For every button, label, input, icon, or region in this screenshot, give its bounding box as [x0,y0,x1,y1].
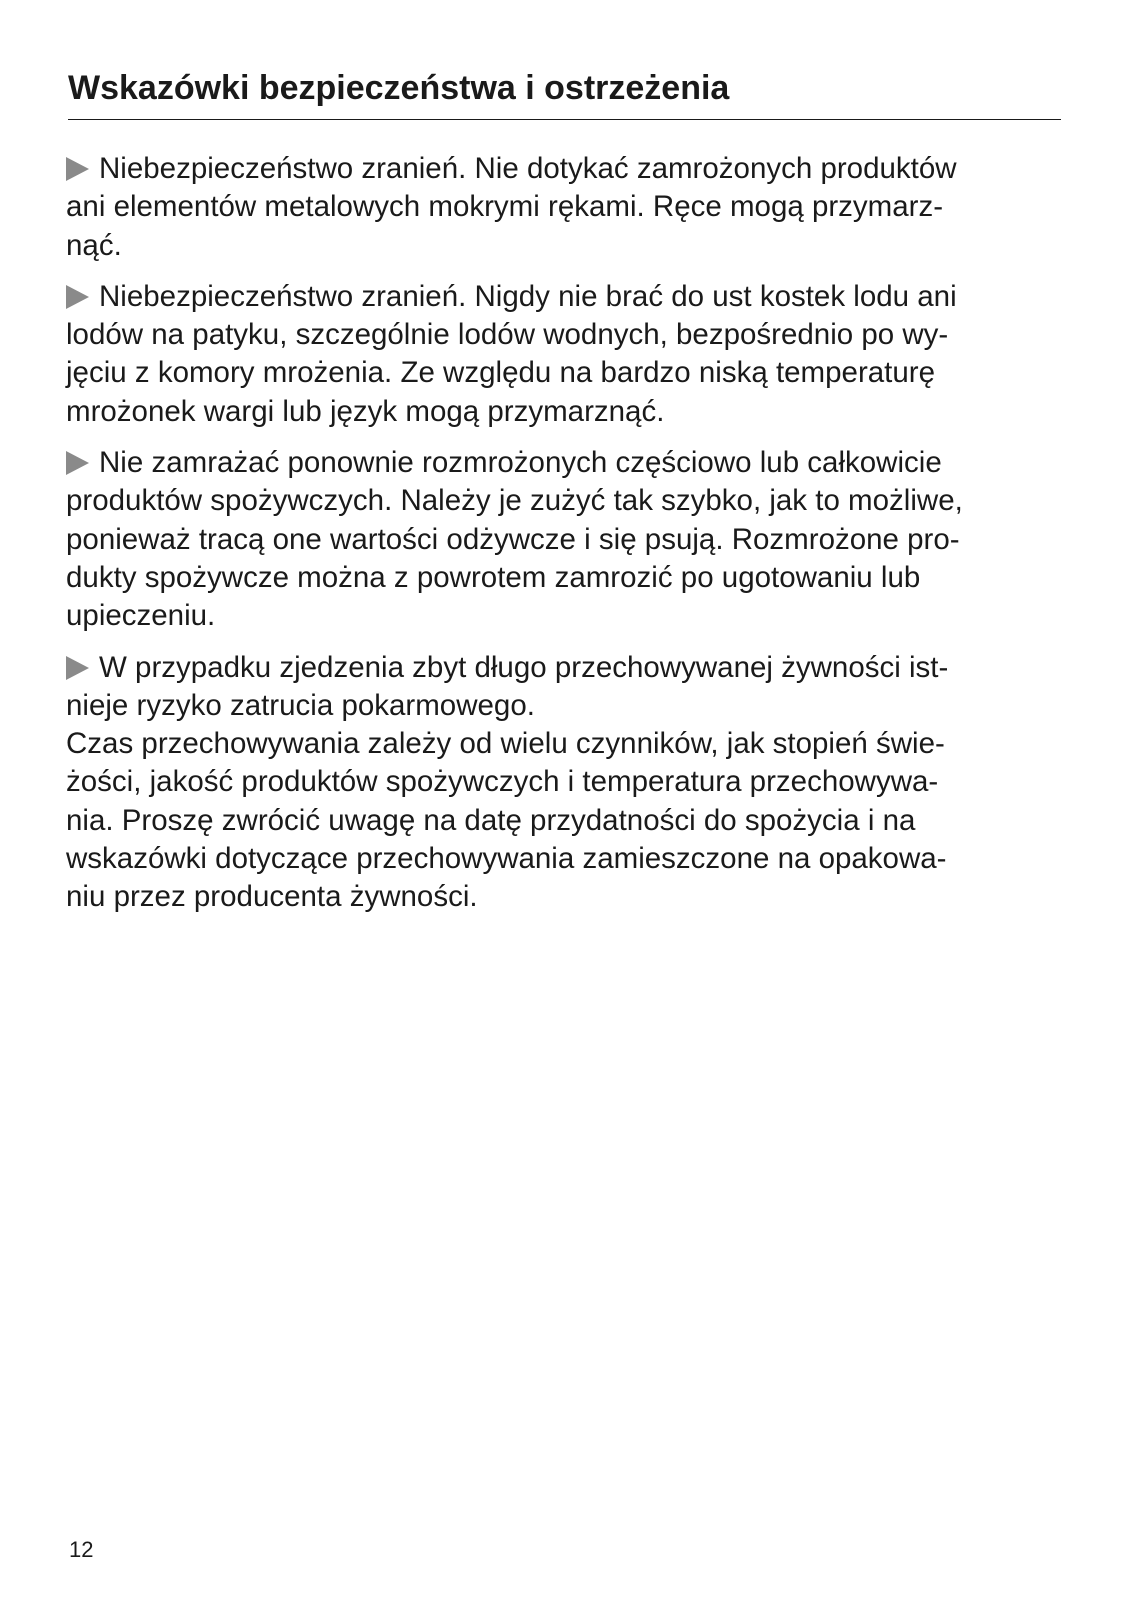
section-header [68,66,1061,120]
text-line: mrożonek wargi lub język mogą przymarznąć. [66,394,665,428]
text-line [66,649,1062,687]
text-line: dukty spożywcze można z powrotem zamrozić po ugotowaniu lub [66,560,921,594]
text-line-content: Nie zamrażać ponownie rozmrożonych częściowo lub całkowicie [99,446,942,480]
text-line-content: W przypadku zjedzenia zbyt długo przechowywanej żywności ist- [99,650,949,684]
text-line: jęciu z komory mrożenia. Ze względu na bardzo niską temperaturę [66,356,936,390]
text-line-content: Niebezpieczeństwo zranień. Nigdy nie brać do ust kostek lodu ani [99,279,957,313]
triangle-right-icon [66,656,89,680]
section-title: Wskazówki bezpieczeństwa i ostrzeżenia [68,69,730,107]
text-line: nąć. [66,228,122,262]
triangle-right-icon [66,157,89,181]
text-line [66,150,1062,188]
text-line [66,444,1062,482]
warning-paragraph [66,444,1062,635]
warning-paragraph [66,278,1062,431]
warning-paragraph [66,649,1062,917]
text-line: żości, jakość produktów spożywczych i temperatura przechowywa- [66,765,939,799]
page-number: 12 [69,1537,94,1562]
safety-warnings-content [66,150,1062,917]
triangle-right-icon [66,285,89,309]
text-line: upieczeniu. [66,599,216,633]
text-line: ani elementów metalowych mokrymi rękami. Ręce mogą przymarz- [66,190,944,224]
triangle-right-icon [66,451,89,475]
text-line: nieje ryzyko zatrucia pokarmowego. [66,688,535,722]
text-line-content: Niebezpieczeństwo zranień. Nie dotykać zamrożonych produktów [99,152,957,185]
text-line: nia. Proszę zwrócić uwagę na datę przydatności do spożycia i na [66,803,916,837]
text-line: niu przez producenta żywności. [66,880,478,914]
warning-paragraph [66,150,1062,265]
text-line: ponieważ tracą one wartości odżywcze i się psują. Rozmrożone pro- [66,522,960,556]
text-line [66,278,1062,316]
text-line: wskazówki dotyczące przechowywania zamieszczone na opakowa- [66,842,947,876]
text-line: lodów na patyku, szczególnie lodów wodnych, bezpośrednio po wy- [66,318,949,352]
text-line: produktów spożywczych. Należy je zużyć tak szybko, jak to możliwe, [66,484,963,518]
text-line: Czas przechowywania zależy od wielu czynników, jak stopień świe- [66,727,945,761]
